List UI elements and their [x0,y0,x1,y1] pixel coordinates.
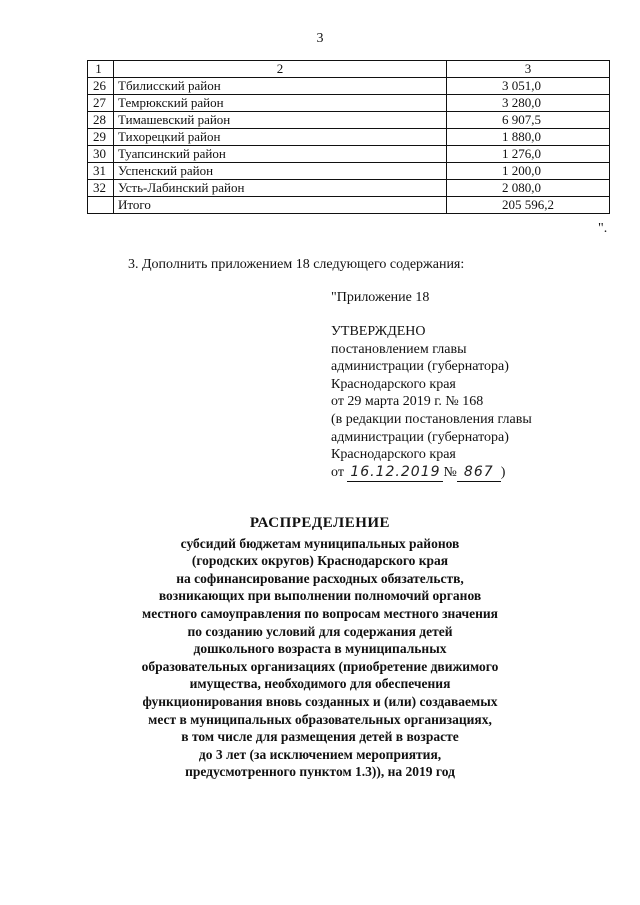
title-line: субсидий бюджетам муниципальных районов [180,535,460,551]
signature-from-label: от [331,464,344,480]
title-line: на софинансирование расходных обязательств, [176,570,464,586]
table-row [88,163,610,180]
row-district: Усть-Лабинский район [114,180,447,197]
title-line: образовательных организациях (приобретение движимого [141,658,499,674]
distribution-table [87,60,610,214]
row-number: 26 [88,78,114,95]
row-district: Темрюкский район [114,95,447,112]
total-value: 205 596,2 [447,197,610,214]
title-line: предусмотренного пунктом 1.3)), на 2019 год [185,764,455,780]
total-label: Итого [114,197,447,214]
row-number: 31 [88,163,114,180]
approval-line: Краснодарского края [331,376,456,392]
title-line: в том числе для размещения детей в возрасте [181,729,459,745]
table-row [88,180,610,197]
document-title: РАСПРЕДЕЛЕНИЕ [249,515,391,531]
row-district: Тбилисский район [114,78,447,95]
header-cell-number: 1 [88,61,114,78]
table-row [88,146,610,163]
row-number: 28 [88,112,114,129]
title-line: мест в муниципальных образовательных организациях, [148,711,492,727]
table-row [88,95,610,112]
page-number: 3 [316,31,324,46]
row-value: 6 907,5 [447,112,610,129]
title-line: по созданию условий для содержания детей [187,623,453,639]
table-row [88,129,610,146]
table-row [88,112,610,129]
row-district: Туапсинский район [114,146,447,163]
row-district: Тихорецкий район [114,129,447,146]
approval-line: Краснодарского края [331,447,456,463]
handwritten-number: 867 [457,464,501,483]
table-row [88,78,610,95]
approval-stamp-block [331,323,532,482]
title-line: (городских округов) Краснодарского края [191,553,449,569]
row-value: 3 051,0 [447,78,610,95]
row-district: Тимашевский район [114,112,447,129]
row-value: 3 280,0 [447,95,610,112]
row-value: 1 880,0 [447,129,610,146]
title-line: дошкольного возраста в муниципальных [193,641,447,657]
handwritten-date: 16.12.2019 [347,464,443,483]
amendment-instruction: 3. Дополнить приложением 18 следующего содержания: [128,257,465,272]
title-line: функционирования вновь созданных и (или) создаваемых [142,693,498,709]
signature-closing-paren: ) [500,464,506,480]
row-number: 29 [88,129,114,146]
approval-line: постановлением главы [331,341,467,357]
approval-line: (в редакции постановления главы [331,411,532,427]
row-number: 27 [88,95,114,112]
header-cell-value: 3 [447,61,610,78]
signature-number-label: № [443,464,457,480]
title-line: до 3 лет (за исключением мероприятия, [198,746,442,762]
total-number [88,197,114,214]
approval-line: администрации (губернатора) [331,359,509,375]
row-value: 1 276,0 [447,146,610,163]
row-number: 32 [88,180,114,197]
approval-line: от 29 марта 2019 г. № 168 [331,394,484,410]
header-cell-name: 2 [114,61,447,78]
closing-quote: ". [598,221,608,236]
title-line: имущества, необходимого для обеспечения [189,676,451,692]
row-value: 2 080,0 [447,180,610,197]
title-line: местного самоуправления по вопросам местного значения [142,605,498,621]
row-number: 30 [88,146,114,163]
signature-line [331,464,532,483]
row-district: Успенский район [114,163,447,180]
approved-heading: УТВЕРЖДЕНО [331,324,426,339]
table-total-row [88,197,610,214]
appendix-heading: "Приложение 18 [331,290,430,305]
table-header-row [88,61,610,78]
title-line: возникающих при выполнении полномочий органов [158,588,482,604]
row-value: 1 200,0 [447,163,610,180]
distribution-title-block [0,515,640,781]
approval-line: администрации (губернатора) [331,429,509,445]
